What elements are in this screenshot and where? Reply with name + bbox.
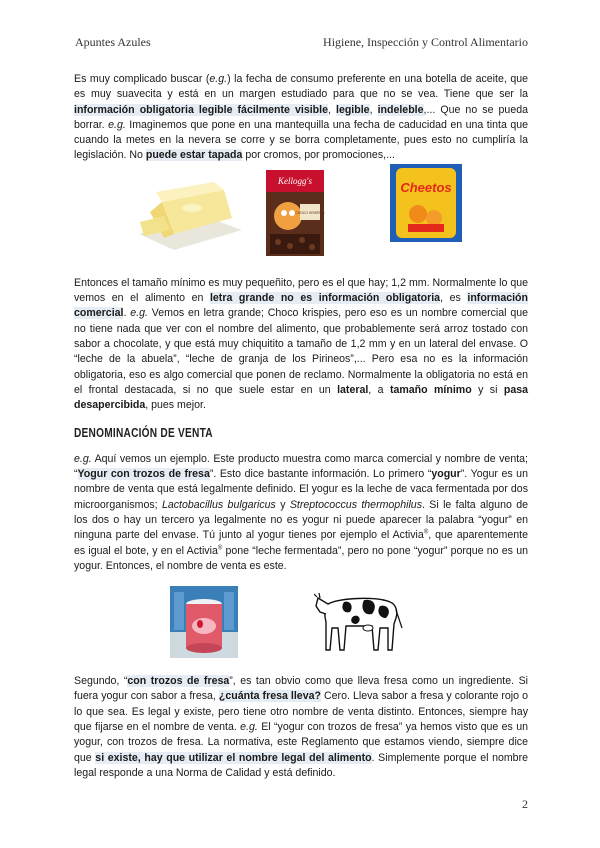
image-row-1 [74, 164, 528, 276]
cereal-brand: Kellogg's [278, 175, 312, 186]
header-right: Higiene, Inspección y Control Alimentario [323, 35, 528, 49]
page-content [74, 72, 528, 781]
paragraph-2: Entonces el tamaño mínimo es muy pequeñito, pero es el que hay; 1,2 mm. Normalmente lo que vemos en el alimento en letra grande no es información obligatoria, es información comercial. e.g. Vemos en letra grande; Choco krispies, pero eso es un nombre comercial que no tiene nada que ver con el nombre del alimento, que probablemente será arroz tostado con sabor a chocolate, y que está muy chiquitito a tamaño de 1,2 mm y en un lateral del envase. O “leche de la abuela”, “leche de granja de los Pirineos”,... Pero esa no es la información obligatoria, eso es algo comercial que ponen de reclamo. Normalmente la obligatoria no está en el frontal destacada, si no que suele estar en un lateral, a tamaño mínimo y si pasa desapercibida, pues mejor. [74, 276, 529, 412]
cereal-box-image [264, 168, 326, 258]
paragraph-4: Segundo, “con trozos de fresa”, es tan obvio como que lleva fresa como un ingrediente. Si fuera yogur con sabor a fresa, ¿cuánta fresa lleva? Cero. Lleva sabor a fresa y colorante rojo o lo que sea. Es legal y existe, pero tiene otro nombre de venta distinto. Entonces, siempre hay que fijarse en el nombre de venta. e.g. El “yogur con trozos de fresa” ya hemos visto que es un yogur, con trozos de fresa. La normativa, este Reglamento que estamos viendo, siempre dice que si existe, hay que utilizar el nombre legal del alimento. Simplemente porque el nombre legal responde a una Norma de Calidad y está definido. [74, 675, 528, 779]
section-heading: DENOMINACIÓN DE VENTA [74, 425, 213, 441]
paragraph-3: e.g. Aquí vemos un ejemplo. Este producto muestra como marca comercial y nombre de venta; “Yogur con trozos de fresa”. Esto dice bastante información. Lo primero “yogur”. Yogur es un nombre de venta que está legalmente definido. El yogur es la leche de vaca fermentada por dos microorganismos; Lactobacillus bulgaricus y Streptococcus thermophilus. Si le falta alguno de los dos o hay un tercero ya legalmente no es yogur ni puede aparecer la palabra “yogur” en ninguna parte del envase. Tú junto al yogur tienes por ejemplo el Activia®, que aparentemente es igual el bote, y en el Activia® pone “leche fermentada”, pero no pone “yogur” porque no es un yogur. Entonces, el nombre de venta es este. [74, 452, 528, 572]
image-row-2 [74, 574, 528, 674]
cheetos-bag-image [390, 164, 462, 242]
cheetos-logo: Cheetos [400, 179, 452, 195]
page-header [75, 35, 528, 50]
header-left: Apuntes Azules [75, 35, 151, 49]
paragraph-1: Es muy complicado buscar (e.g.) la fecha de consumo preferente en una botella de aceite, que es muy suavecita y está en un margen estudiado para que no se vea. Tiene que ser la información obligatoria legible fácilmente visible, legible, indeleble,... Que no se pueda borrar. e.g. Imaginemos que pone en una mantequilla una fecha de caducidad en una tinta que cuando la metes en la nevera se corre y se borra completamente, pues esto no cumpliría la legislación. No puede estar tapada por cromos, por promociones,... [74, 73, 528, 162]
page-number: 2 [522, 797, 528, 811]
cow-drawing [314, 584, 406, 656]
cereal-name: CHOCO KRISPIES [295, 210, 325, 215]
butter-image [134, 172, 244, 254]
yogurt-image [170, 586, 238, 658]
